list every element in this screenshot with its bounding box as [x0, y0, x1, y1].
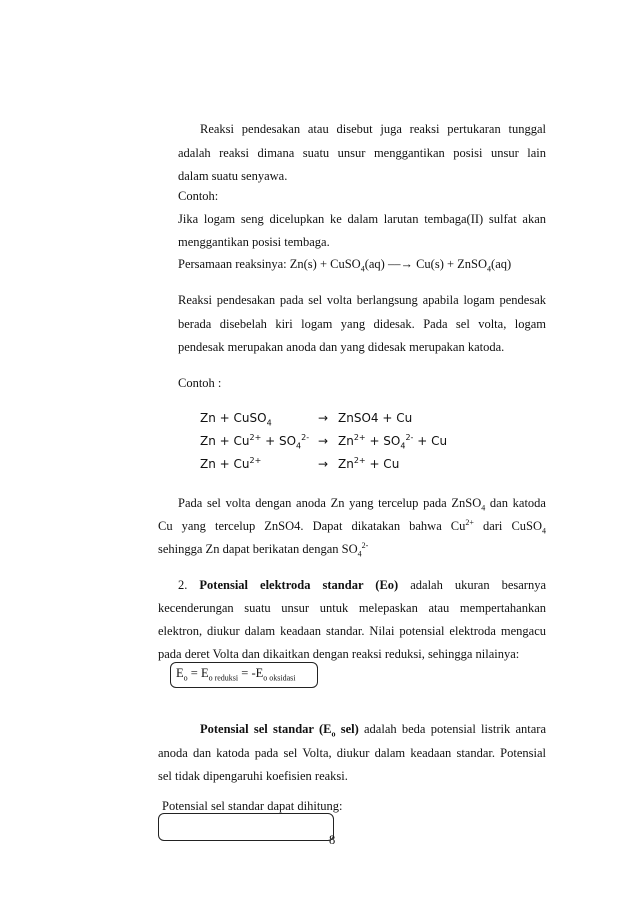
- p3-line-3: sehingga Zn dapat berikatan dengan $SO_4^{2-}$: [158, 540, 369, 559]
- p1-line-2: adalah reaksi dimana suatu unsur menggantikan posisi unsur lain: [178, 146, 546, 160]
- reaction-2-left: $Zn + Cu^{2+} + SO_4^{2-}$: [200, 433, 310, 451]
- p3-line-2: Cu yang tercelup ZnSO4. Dapat dikatakan bahwa $Cu^{2+}$ dari CuSO$_4$: [158, 517, 547, 536]
- p1-line-1: Reaksi pendesakan atau disebut juga reaksi pertukaran tunggal: [200, 122, 546, 136]
- formula-eo: $E_o = E_{o reduksi} = -E_{o oksidasi}$: [176, 666, 296, 683]
- p5-line-4: Potensial sel standar dapat dihitung:: [162, 799, 343, 813]
- p4-line-4: pada deret Volta dan dikaitkan dengan reaksi reduksi, sehingga nilainya:: [158, 647, 520, 661]
- p3-line-1: Pada sel volta dengan anoda Zn yang tercelup pada ZnSO$_4$ dan katoda: [178, 496, 546, 513]
- arrow-icon: →: [318, 434, 329, 448]
- formula-box-empty: [158, 813, 334, 841]
- p1-line-4: Jika logam seng dicelupkan ke dalam larutan tembaga(II) sulfat akan: [178, 212, 546, 226]
- arrow-icon: →: [318, 411, 329, 425]
- reaction-3-right: $Zn^{2+} + Cu$: [338, 456, 400, 471]
- p2-contoh-label: Contoh :: [178, 376, 222, 390]
- reaction-equation: Persamaan reaksinya: Zn(s) + CuSO$_4$(aq) ––→ Cu(s) + ZnSO$_4$(aq): [178, 257, 512, 274]
- p4-line-3: elektron, diukur dalam keadaan standar. Nilai potensial elektroda mengacu: [158, 624, 546, 638]
- p5-line-3: sel tidak dipengaruhi koefisien reaksi.: [158, 769, 348, 783]
- p1-line-5: menggantikan posisi tembaga.: [178, 235, 330, 249]
- reaction-2-right: $Zn^{2+} + SO_4^{2-} + Cu$: [338, 433, 448, 451]
- reaction-1-left: Zn + CuSO$_4$: [200, 411, 272, 428]
- p1-line-3: dalam suatu senyawa.: [178, 169, 288, 183]
- p4-line-2: kecenderungan suatu unsur untuk melepaskan atau mempertahankan: [158, 601, 546, 615]
- p2-line-1: Reaksi pendesakan pada sel volta berlangsung apabila logam pendesak: [178, 293, 546, 307]
- arrow-icon: →: [318, 457, 329, 471]
- reaction-3-left: $Zn + Cu^{2+}$: [200, 456, 262, 471]
- reaction-1-right: ZnSO4 + Cu: [338, 411, 413, 425]
- p5-line-1: Potensial sel standar ($E_o$ sel) adalah beda potensial listrik antara: [200, 722, 546, 739]
- page-number: 8: [329, 833, 336, 847]
- p1-contoh-label: Contoh:: [178, 189, 219, 203]
- p2-line-2: berada disebelah kiri logam yang didesak. Pada sel volta, logam: [178, 317, 546, 331]
- p4-line-1: 2. Potensial elektroda standar (Eo) adalah ukuran besarnya: [178, 578, 547, 592]
- p5-line-2: anoda dan katoda pada sel Volta, diukur dalam keadaan standar. Potensial: [158, 746, 546, 760]
- p2-line-3: pendesak merupakan anoda dan yang didesak merupakan katoda.: [178, 340, 505, 354]
